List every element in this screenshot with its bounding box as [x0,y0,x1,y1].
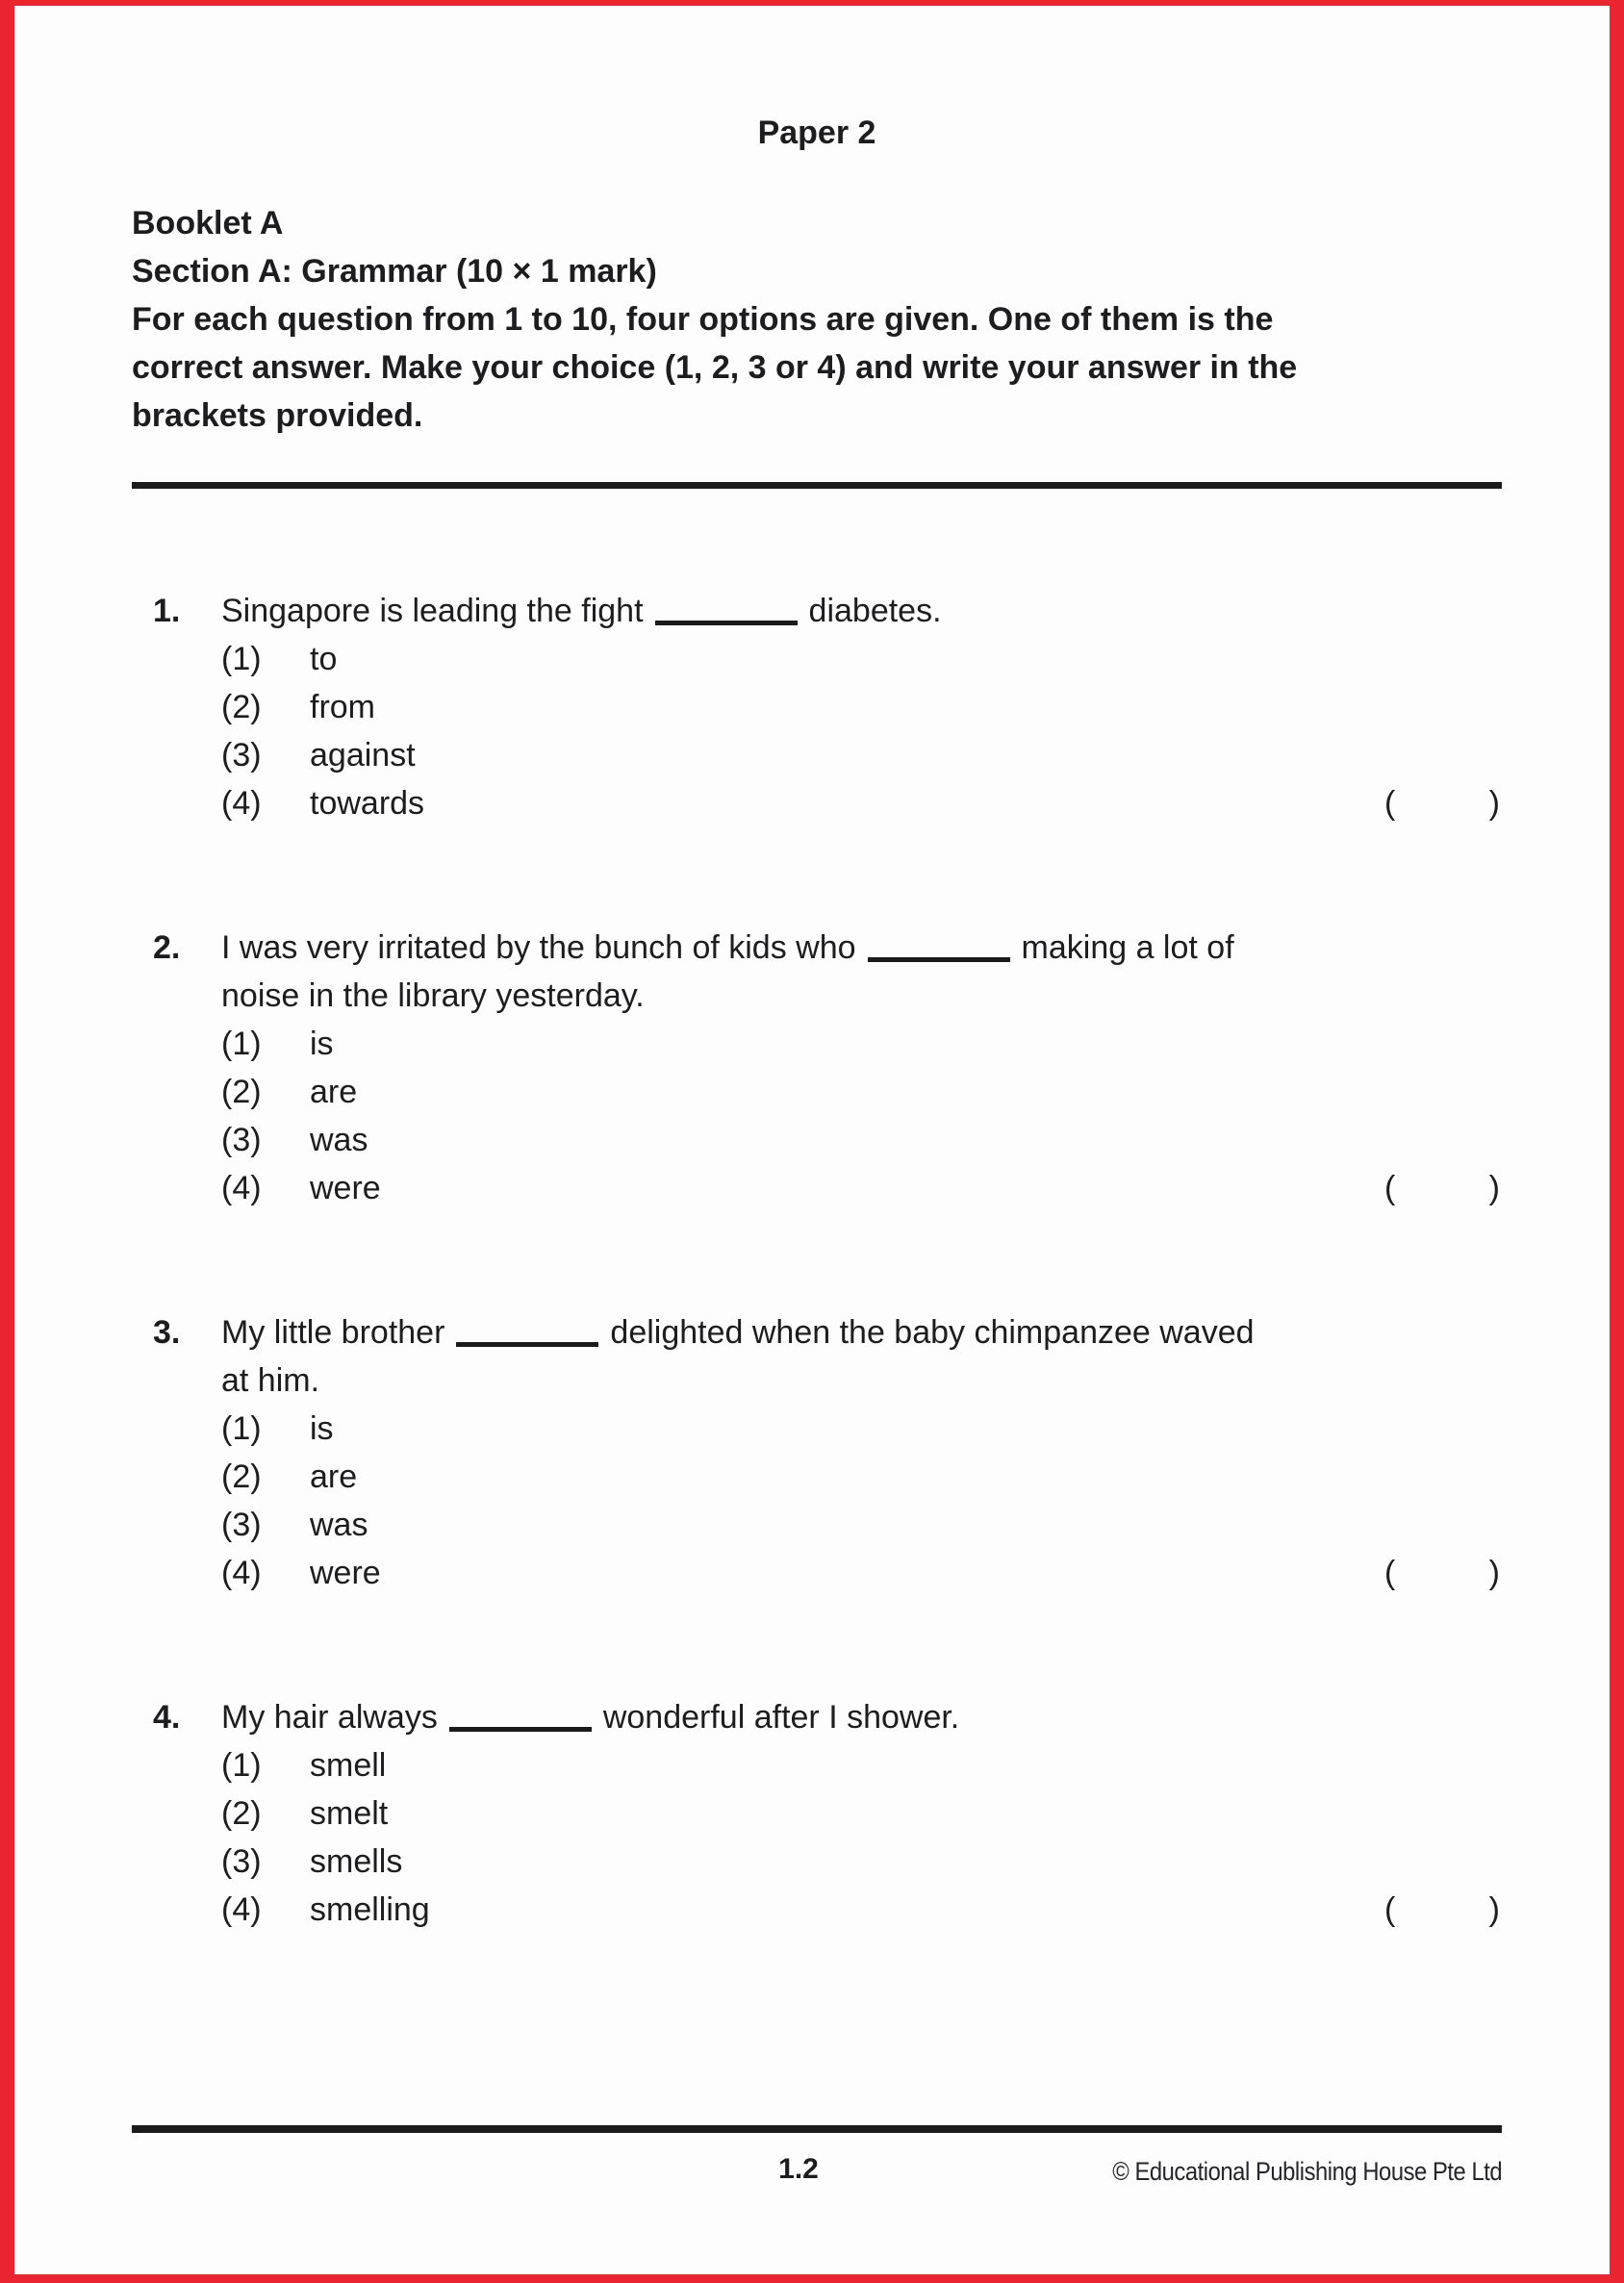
question-body [221,924,1502,1212]
question-body [221,587,1502,827]
option-label: (2) [221,1795,262,1832]
question-stem-line [221,1357,1502,1405]
stem-text: My little brother [221,1314,445,1351]
option-text: towards [310,785,425,822]
option-text: was [310,1122,368,1158]
option-text: were [310,1555,381,1591]
answer-bracket-open: ( [1384,1891,1396,1928]
section-header [132,199,1502,440]
page-number: 1.2 [778,2153,819,2185]
answer-brackets [1384,1164,1500,1212]
option-label: (3) [221,737,262,774]
stem-text: diabetes. [808,593,942,629]
section-heading: Section A: Grammar (10 × 1 mark) [132,253,657,290]
option-row [221,1453,1502,1501]
option-row [221,1068,1502,1116]
option-text: was [310,1507,368,1543]
option-text: are [310,1459,358,1495]
question-item [132,1308,1502,1597]
option-label: (1) [221,641,262,677]
copyright-text: © Educational Publishing House Pte Ltd [1112,2157,1502,2186]
option-text: smelling [310,1891,430,1928]
stem-text: wonderful after I shower. [602,1699,960,1736]
stem-text: at him. [221,1362,320,1399]
page-edge-right [1610,0,1624,2283]
option-row [221,1789,1502,1838]
answer-bracket-open: ( [1384,1170,1396,1206]
option-row [221,1405,1502,1453]
option-label: (2) [221,1459,262,1495]
option-text: are [310,1074,358,1110]
question-stem-line [221,972,1502,1020]
instruction-line: For each question from 1 to 10, four options are given. One of them is the [132,301,1274,338]
question-stem-line [221,1308,1502,1357]
option-label: (1) [221,1747,262,1784]
option-label: (4) [221,1891,262,1928]
question-stem-line [221,924,1502,972]
option-label: (2) [221,689,262,725]
answer-blank [449,1698,592,1732]
answer-brackets [1384,1886,1500,1934]
stem-text: delighted when the baby chimpanzee waved [610,1314,1255,1351]
option-label: (3) [221,1843,262,1880]
option-label: (1) [221,1026,262,1062]
option-text: smell [310,1747,387,1784]
stem-text: My hair always [221,1699,438,1736]
option-row [221,683,1502,731]
answer-bracket-open: ( [1384,785,1396,822]
option-label: (1) [221,1410,262,1447]
question-item [132,924,1502,1212]
question-number: 3. [153,1314,181,1351]
page-edge-top [0,0,1624,6]
question-body [221,1693,1502,1934]
instruction-line: correct answer. Make your choice (1, 2, 3 or 4) and write your answer in the [132,349,1298,386]
option-label: (4) [221,785,262,822]
stem-text: making a lot of [1021,929,1234,966]
option-label: (3) [221,1122,262,1158]
question-stem-line [221,1693,1502,1741]
option-row [221,1164,1502,1212]
answer-blank [655,592,798,625]
option-row [221,1741,1502,1789]
option-row [221,635,1502,683]
answer-brackets [1384,1549,1500,1597]
option-row [221,1501,1502,1549]
question-body [221,1308,1502,1597]
booklet-label: Booklet A [132,205,284,241]
answer-blank [868,928,1010,962]
option-text: smelt [310,1795,389,1832]
footer-rule [132,2125,1502,2133]
page-content [132,0,1502,2030]
answer-bracket-open: ( [1384,1555,1396,1591]
page-edge-bottom [0,2274,1624,2283]
option-text: smells [310,1843,403,1880]
question-item [132,1693,1502,1934]
option-text: were [310,1170,381,1206]
option-text: from [310,689,375,725]
option-label: (3) [221,1507,262,1543]
question-list [132,587,1502,1934]
instruction-line: brackets provided. [132,397,423,434]
answer-bracket-close: ) [1488,1891,1500,1928]
option-label: (4) [221,1170,262,1206]
option-row [221,1116,1502,1164]
header-rule [132,482,1502,489]
footer [132,2153,1502,2205]
option-text: is [310,1026,334,1062]
option-row [221,779,1502,827]
option-text: is [310,1410,334,1447]
stem-text: noise in the library yesterday. [221,977,645,1014]
question-number: 2. [153,929,181,966]
option-label: (2) [221,1074,262,1110]
option-text: to [310,641,338,677]
option-label: (4) [221,1555,262,1591]
answer-blank [456,1313,598,1347]
page-edge-left [0,0,14,2283]
option-row [221,1886,1502,1934]
option-text: against [310,737,416,774]
question-stem-line [221,587,1502,635]
answer-brackets [1384,779,1500,827]
paper-title: Paper 2 [757,114,876,151]
answer-bracket-close: ) [1488,1555,1500,1591]
answer-bracket-close: ) [1488,785,1500,822]
option-row [221,1838,1502,1886]
answer-bracket-close: ) [1488,1170,1500,1206]
question-number: 4. [153,1699,181,1736]
option-row [221,1549,1502,1597]
stem-text: I was very irritated by the bunch of kids who [221,929,856,966]
option-row [221,731,1502,779]
option-row [221,1020,1502,1068]
question-number: 1. [153,593,181,629]
question-item [132,587,1502,827]
stem-text: Singapore is leading the fight [221,593,644,629]
